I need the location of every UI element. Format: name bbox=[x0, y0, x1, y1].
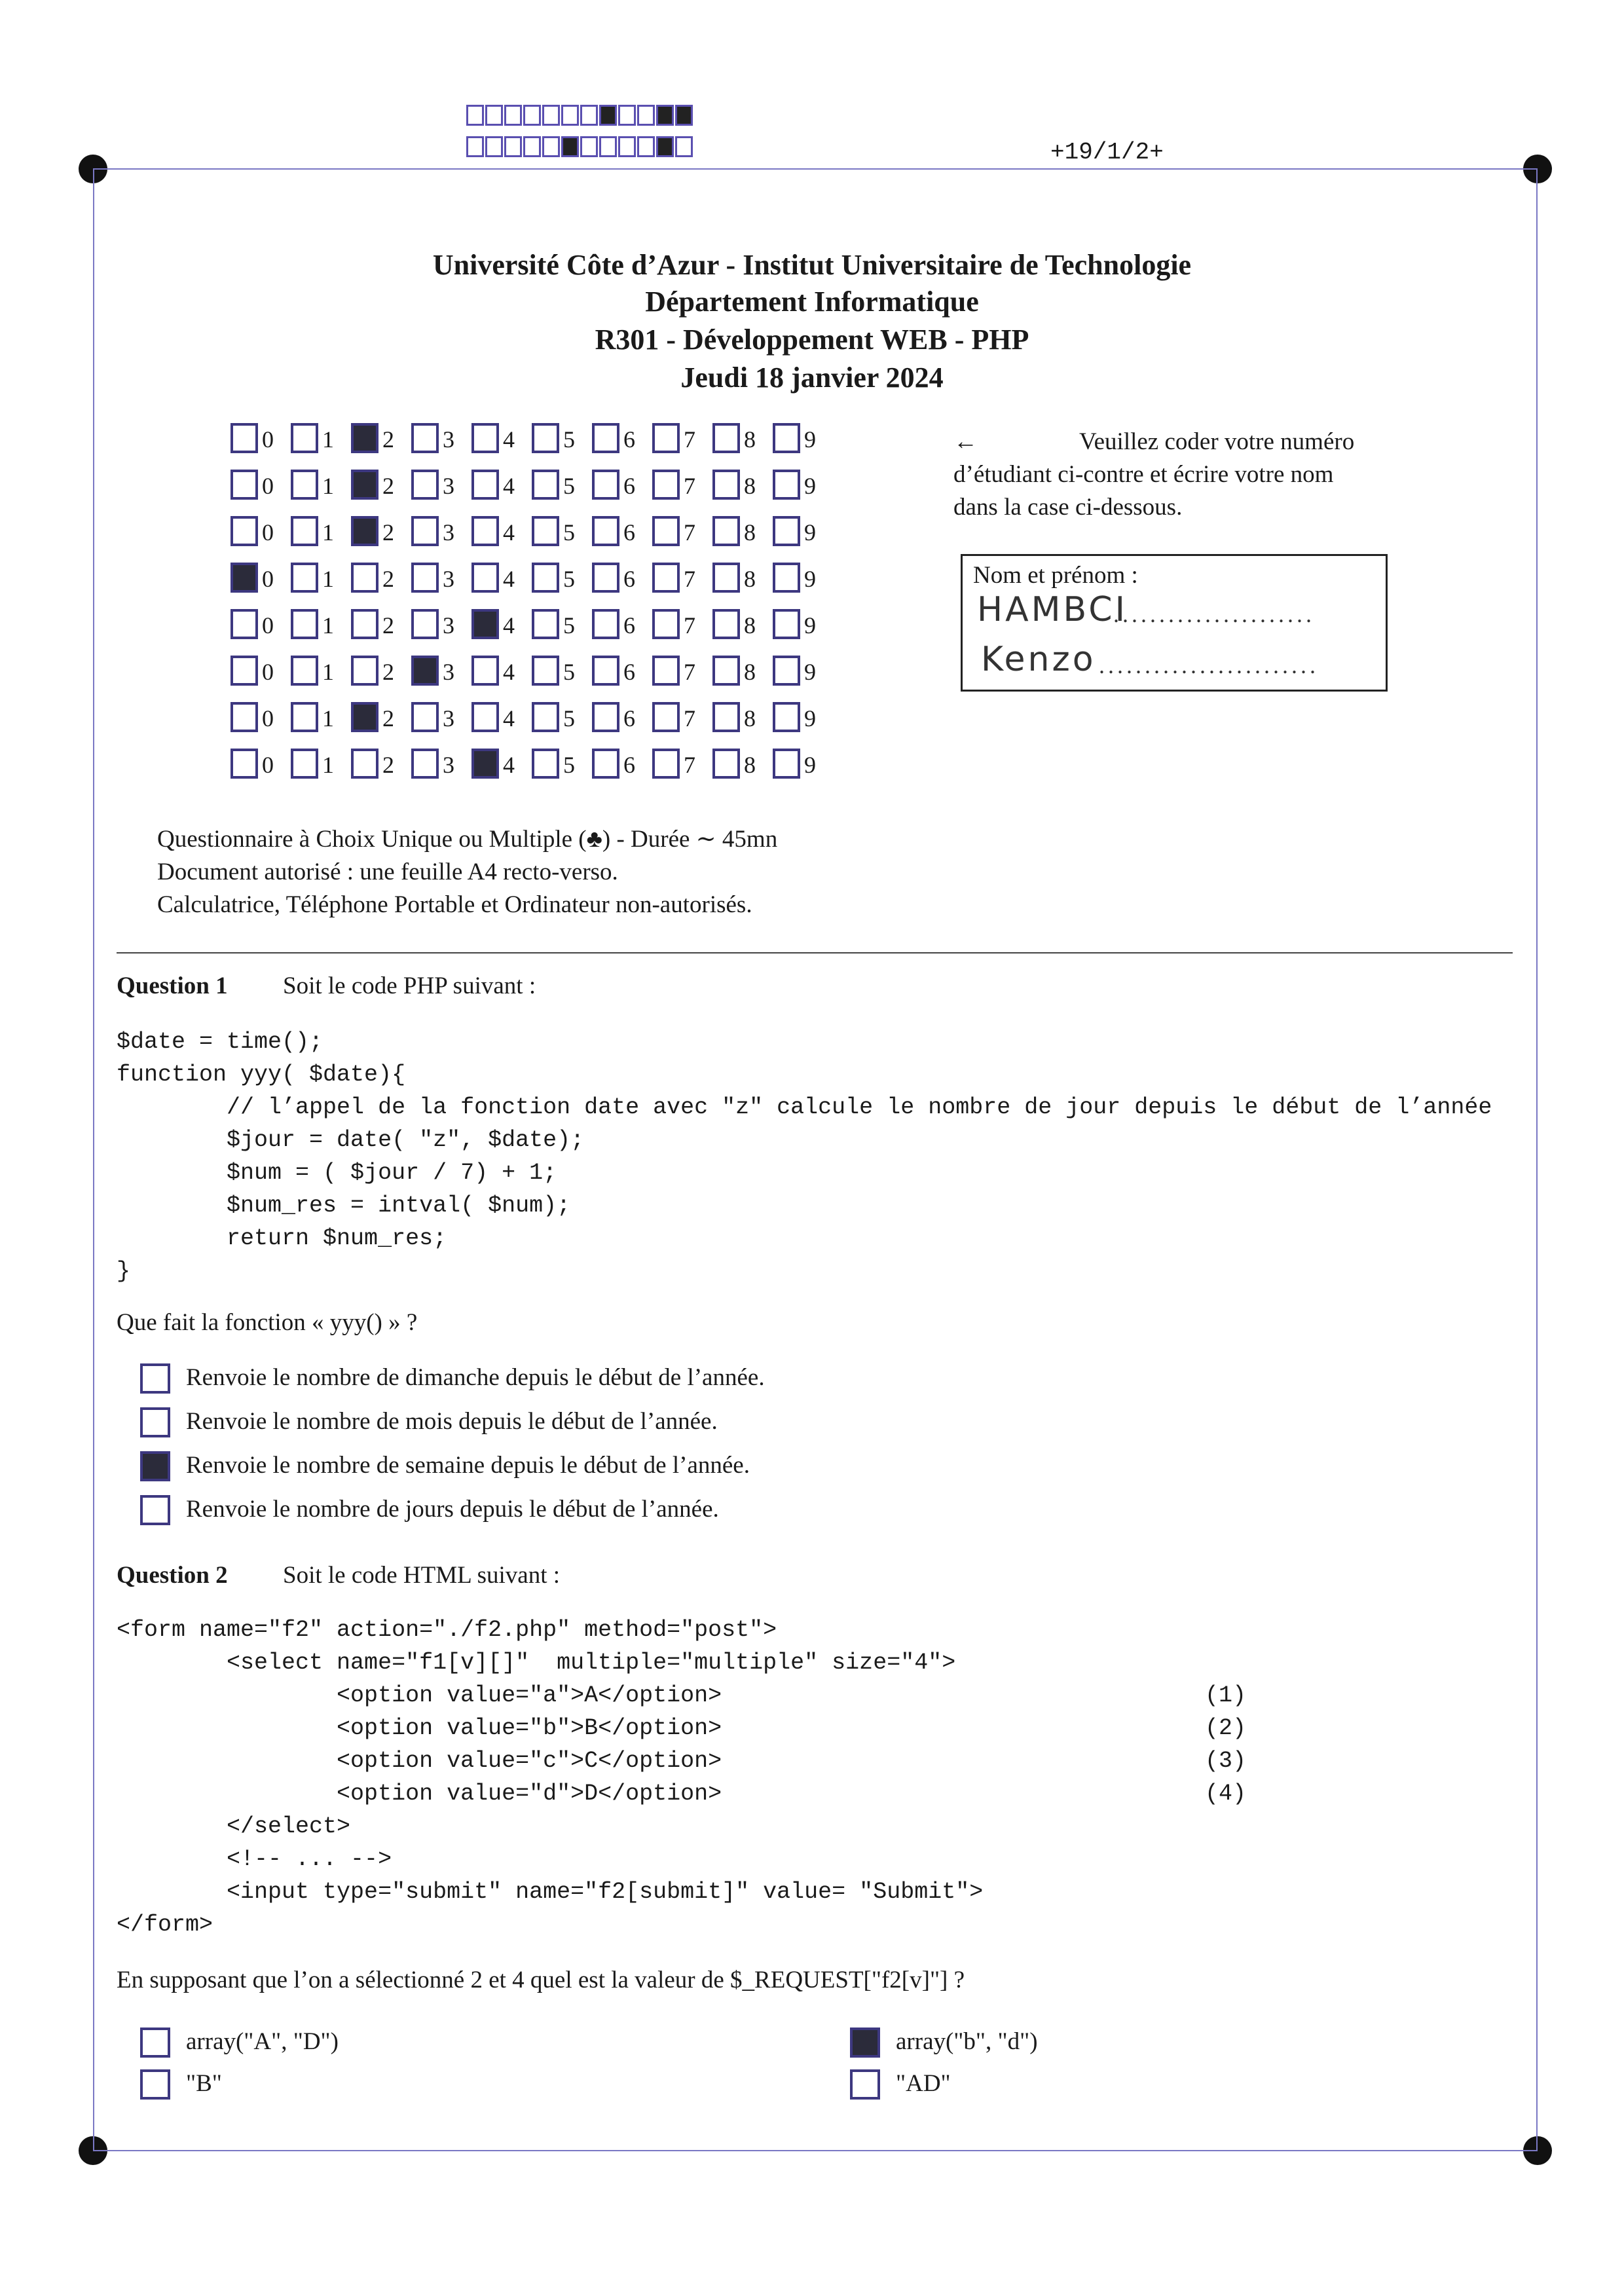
digit-label: 8 bbox=[744, 705, 756, 731]
digit-checkbox[interactable] bbox=[291, 516, 318, 546]
digit-label: 8 bbox=[744, 566, 756, 592]
digit-label: 3 bbox=[443, 752, 454, 778]
barcode-cell bbox=[656, 136, 674, 157]
digit-label: 1 bbox=[322, 519, 334, 546]
code-line: <input type="submit" name="f2[submit]" value= "Submit"> bbox=[117, 1879, 984, 1905]
digit-label: 3 bbox=[443, 426, 454, 453]
barcode-cell bbox=[656, 105, 674, 126]
digit-label: 8 bbox=[744, 519, 756, 546]
digit-label: 8 bbox=[744, 612, 756, 639]
digit-label: 7 bbox=[684, 659, 695, 685]
digit-checkbox[interactable] bbox=[351, 470, 378, 500]
digit-checkbox[interactable] bbox=[291, 563, 318, 593]
digit-checkbox[interactable] bbox=[471, 749, 499, 779]
answer-text: Renvoie le nombre de jours depuis le début de l’année. bbox=[186, 1496, 719, 1523]
answer-checkbox[interactable] bbox=[140, 1363, 170, 1394]
digit-checkbox[interactable] bbox=[291, 656, 318, 686]
instruction-line-1: Veuillez coder votre numéro bbox=[1079, 428, 1355, 455]
frame-right-line bbox=[1536, 168, 1538, 2151]
digit-checkbox[interactable] bbox=[592, 702, 619, 732]
digit-checkbox[interactable] bbox=[231, 656, 258, 686]
digit-checkbox[interactable] bbox=[652, 702, 680, 732]
digit-checkbox[interactable] bbox=[773, 656, 800, 686]
digit-label: 7 bbox=[684, 705, 695, 731]
digit-label: 0 bbox=[262, 519, 274, 546]
digit-label: 3 bbox=[443, 659, 454, 685]
barcode-cell bbox=[466, 136, 484, 157]
digit-checkbox[interactable] bbox=[532, 702, 559, 732]
digit-checkbox[interactable] bbox=[712, 656, 740, 686]
digit-label: 1 bbox=[322, 426, 334, 453]
digit-label: 6 bbox=[623, 705, 635, 731]
digit-label: 9 bbox=[804, 612, 816, 639]
digit-label: 5 bbox=[563, 519, 575, 546]
digit-label: 1 bbox=[322, 659, 334, 685]
digit-checkbox[interactable] bbox=[471, 423, 499, 453]
barcode-cell bbox=[485, 136, 503, 157]
digit-checkbox[interactable] bbox=[291, 749, 318, 779]
option-marker: (4) bbox=[1205, 1781, 1247, 1807]
digit-label: 0 bbox=[262, 705, 274, 731]
digit-label: 9 bbox=[804, 752, 816, 778]
barcode-cell bbox=[561, 105, 579, 126]
university-title: Université Côte d’Azur - Institut Universitaire de Technologie bbox=[432, 249, 1192, 281]
code-line: return $num_res; bbox=[117, 1225, 447, 1251]
digit-label: 4 bbox=[503, 612, 515, 639]
digit-label: 6 bbox=[623, 473, 635, 499]
digit-checkbox[interactable] bbox=[471, 516, 499, 546]
digit-checkbox[interactable] bbox=[773, 609, 800, 639]
answer-checkbox[interactable] bbox=[850, 2028, 880, 2058]
digit-label: 7 bbox=[684, 473, 695, 499]
name-box-label: Nom et prénom : bbox=[973, 562, 1138, 589]
exam-date: Jeudi 18 janvier 2024 bbox=[680, 361, 944, 394]
digit-checkbox[interactable] bbox=[231, 749, 258, 779]
digit-checkbox[interactable] bbox=[532, 516, 559, 546]
digit-checkbox[interactable] bbox=[652, 609, 680, 639]
digit-label: 1 bbox=[322, 473, 334, 499]
digit-checkbox[interactable] bbox=[712, 749, 740, 779]
section-divider bbox=[117, 952, 1513, 954]
digit-label: 8 bbox=[744, 752, 756, 778]
barcode-cell bbox=[599, 136, 617, 157]
digit-label: 7 bbox=[684, 519, 695, 546]
digit-label: 9 bbox=[804, 426, 816, 453]
digit-checkbox[interactable] bbox=[411, 516, 439, 546]
digit-checkbox[interactable] bbox=[411, 609, 439, 639]
barcode-cell bbox=[542, 105, 560, 126]
digit-label: 5 bbox=[563, 752, 575, 778]
digit-checkbox[interactable] bbox=[652, 516, 680, 546]
digit-label: 7 bbox=[684, 426, 695, 453]
barcode-row-2 bbox=[466, 136, 694, 157]
code-line: // l’appel de la fonction date avec "z" calcule le nombre de jour depuis le début de l’année bbox=[117, 1094, 1492, 1120]
name-dots-line-1: ...................... bbox=[1113, 601, 1315, 627]
code-line: $jour = date( "z", $date); bbox=[117, 1127, 585, 1153]
digit-label: 6 bbox=[623, 566, 635, 592]
option-marker: (1) bbox=[1205, 1682, 1247, 1709]
code-line: <option value="a">A</option> bbox=[117, 1682, 722, 1709]
barcode-cell bbox=[618, 136, 636, 157]
barcode-cell bbox=[580, 136, 598, 157]
answer-checkbox[interactable] bbox=[140, 1495, 170, 1525]
digit-label: 6 bbox=[623, 752, 635, 778]
code-line: $num = ( $jour / 7) + 1; bbox=[117, 1160, 557, 1186]
barcode-cell bbox=[523, 105, 541, 126]
digit-checkbox[interactable] bbox=[351, 656, 378, 686]
digit-label: 2 bbox=[382, 752, 394, 778]
digit-checkbox[interactable] bbox=[471, 563, 499, 593]
digit-checkbox[interactable] bbox=[411, 470, 439, 500]
digit-label: 2 bbox=[382, 705, 394, 731]
answer-text: Renvoie le nombre de dimanche depuis le début de l’année. bbox=[186, 1364, 765, 1391]
digit-checkbox[interactable] bbox=[773, 470, 800, 500]
answer-checkbox[interactable] bbox=[850, 2069, 880, 2100]
code-line: </select> bbox=[117, 1813, 351, 1840]
digit-checkbox[interactable] bbox=[532, 563, 559, 593]
answer-text: "AD" bbox=[896, 2070, 951, 2097]
digit-checkbox[interactable] bbox=[712, 609, 740, 639]
digit-checkbox[interactable] bbox=[652, 749, 680, 779]
answer-checkbox[interactable] bbox=[140, 1407, 170, 1437]
digit-checkbox[interactable] bbox=[592, 656, 619, 686]
digit-checkbox[interactable] bbox=[532, 749, 559, 779]
question-1-prompt: Que fait la fonction « yyy() » ? bbox=[117, 1309, 418, 1336]
digit-label: 0 bbox=[262, 659, 274, 685]
digit-label: 7 bbox=[684, 752, 695, 778]
digit-label: 3 bbox=[443, 473, 454, 499]
option-marker: (3) bbox=[1205, 1748, 1247, 1774]
digit-label: 3 bbox=[443, 705, 454, 731]
digit-checkbox[interactable] bbox=[411, 749, 439, 779]
digit-label: 1 bbox=[322, 752, 334, 778]
answer-text: Renvoie le nombre de semaine depuis le début de l’année. bbox=[186, 1452, 750, 1479]
digit-checkbox[interactable] bbox=[652, 423, 680, 453]
code-line: <form name="f2" action="./f2.php" method="post"> bbox=[117, 1617, 777, 1643]
digit-label: 1 bbox=[322, 705, 334, 731]
digit-checkbox[interactable] bbox=[411, 563, 439, 593]
digit-checkbox[interactable] bbox=[712, 702, 740, 732]
digit-checkbox[interactable] bbox=[291, 609, 318, 639]
code-line: </form> bbox=[117, 1912, 213, 1938]
barcode-cell bbox=[637, 105, 655, 126]
handwritten-last-name: HAMBCI bbox=[977, 590, 1128, 629]
barcode-cell bbox=[675, 136, 693, 157]
question-1-label: Question 1 bbox=[117, 972, 228, 999]
barcode-cell bbox=[561, 136, 579, 157]
digit-label: 2 bbox=[382, 519, 394, 546]
instruction-line-3: dans la case ci-dessous. bbox=[953, 494, 1183, 521]
digit-label: 4 bbox=[503, 426, 515, 453]
digit-checkbox[interactable] bbox=[773, 563, 800, 593]
digit-label: 2 bbox=[382, 612, 394, 639]
instruction-line-2: d’étudiant ci-contre et écrire votre nom bbox=[953, 461, 1334, 488]
code-line: <option value="c">C</option> bbox=[117, 1748, 722, 1774]
code-line: } bbox=[117, 1258, 131, 1284]
barcode-cell bbox=[504, 136, 522, 157]
digit-checkbox[interactable] bbox=[532, 609, 559, 639]
question-1-intro: Soit le code PHP suivant : bbox=[283, 972, 536, 999]
digit-checkbox[interactable] bbox=[592, 516, 619, 546]
digit-checkbox[interactable] bbox=[471, 609, 499, 639]
digit-checkbox[interactable] bbox=[652, 470, 680, 500]
option-marker: (2) bbox=[1205, 1715, 1247, 1741]
digit-checkbox[interactable] bbox=[411, 423, 439, 453]
digit-label: 6 bbox=[623, 426, 635, 453]
frame-left-line bbox=[93, 168, 94, 2151]
digit-checkbox[interactable] bbox=[291, 470, 318, 500]
handwritten-first-name: Kenzo bbox=[981, 640, 1096, 679]
digit-label: 2 bbox=[382, 566, 394, 592]
digit-checkbox[interactable] bbox=[351, 749, 378, 779]
digit-label: 7 bbox=[684, 612, 695, 639]
digit-checkbox[interactable] bbox=[231, 563, 258, 593]
digit-checkbox[interactable] bbox=[532, 470, 559, 500]
barcode-cell bbox=[675, 105, 693, 126]
answer-checkbox[interactable] bbox=[140, 2069, 170, 2100]
digit-checkbox[interactable] bbox=[411, 656, 439, 686]
digit-label: 4 bbox=[503, 659, 515, 685]
digit-label: 9 bbox=[804, 473, 816, 499]
answer-checkbox[interactable] bbox=[140, 2028, 170, 2058]
barcode-cell bbox=[637, 136, 655, 157]
digit-checkbox[interactable] bbox=[231, 516, 258, 546]
digit-checkbox[interactable] bbox=[291, 702, 318, 732]
digit-checkbox[interactable] bbox=[712, 423, 740, 453]
barcode-cell bbox=[599, 105, 617, 126]
digit-label: 9 bbox=[804, 519, 816, 546]
digit-checkbox[interactable] bbox=[592, 563, 619, 593]
digit-label: 9 bbox=[804, 566, 816, 592]
code-line: <select name="f1[v][]" multiple="multiple" size="4"> bbox=[117, 1650, 956, 1676]
digit-checkbox[interactable] bbox=[351, 563, 378, 593]
digit-checkbox[interactable] bbox=[351, 702, 378, 732]
digit-label: 8 bbox=[744, 659, 756, 685]
digit-checkbox[interactable] bbox=[773, 702, 800, 732]
digit-checkbox[interactable] bbox=[291, 423, 318, 453]
digit-checkbox[interactable] bbox=[471, 702, 499, 732]
question-2-prompt: En supposant que l’on a sélectionné 2 et 4 quel est la valeur de $_REQUEST["f2[v]"] ? bbox=[117, 1967, 965, 1993]
digit-label: 9 bbox=[804, 659, 816, 685]
barcode-cell bbox=[523, 136, 541, 157]
code-line: $num_res = intval( $num); bbox=[117, 1193, 571, 1219]
digit-checkbox[interactable] bbox=[773, 423, 800, 453]
barcode-cell bbox=[580, 105, 598, 126]
digit-checkbox[interactable] bbox=[351, 423, 378, 453]
course-title: R301 - Développement WEB - PHP bbox=[595, 324, 1029, 356]
code-line: <!-- ... --> bbox=[117, 1846, 392, 1872]
digit-checkbox[interactable] bbox=[471, 656, 499, 686]
digit-label: 4 bbox=[503, 752, 515, 778]
digit-label: 5 bbox=[563, 473, 575, 499]
barcode-cell bbox=[485, 105, 503, 126]
digit-label: 6 bbox=[623, 659, 635, 685]
digit-checkbox[interactable] bbox=[231, 702, 258, 732]
name-dots-line-2: ........................ bbox=[1099, 652, 1319, 678]
digit-checkbox[interactable] bbox=[773, 749, 800, 779]
digit-label: 0 bbox=[262, 752, 274, 778]
digit-label: 0 bbox=[262, 426, 274, 453]
exam-info-line-3: Calculatrice, Téléphone Portable et Ordinateur non-autorisés. bbox=[157, 891, 752, 918]
digit-checkbox[interactable] bbox=[231, 470, 258, 500]
digit-label: 6 bbox=[623, 519, 635, 546]
digit-checkbox[interactable] bbox=[773, 516, 800, 546]
digit-checkbox[interactable] bbox=[471, 470, 499, 500]
name-box[interactable] bbox=[961, 554, 1388, 692]
digit-label: 8 bbox=[744, 426, 756, 453]
digit-label: 2 bbox=[382, 426, 394, 453]
digit-label: 5 bbox=[563, 705, 575, 731]
page-id: +19/1/2+ bbox=[1050, 139, 1164, 166]
digit-label: 9 bbox=[804, 705, 816, 731]
digit-checkbox[interactable] bbox=[592, 609, 619, 639]
digit-checkbox[interactable] bbox=[712, 470, 740, 500]
digit-label: 0 bbox=[262, 612, 274, 639]
barcode-row-1 bbox=[466, 105, 694, 126]
digit-checkbox[interactable] bbox=[592, 470, 619, 500]
digit-checkbox[interactable] bbox=[411, 702, 439, 732]
code-line: <option value="b">B</option> bbox=[117, 1715, 722, 1741]
digit-label: 8 bbox=[744, 473, 756, 499]
digit-label: 5 bbox=[563, 659, 575, 685]
digit-checkbox[interactable] bbox=[532, 423, 559, 453]
digit-label: 2 bbox=[382, 473, 394, 499]
digit-label: 0 bbox=[262, 473, 274, 499]
digit-label: 4 bbox=[503, 566, 515, 592]
frame-top-line bbox=[93, 168, 1538, 170]
digit-checkbox[interactable] bbox=[592, 423, 619, 453]
question-2-code bbox=[117, 1614, 983, 1941]
code-line: $date = time(); bbox=[117, 1029, 323, 1055]
department-title: Département Informatique bbox=[645, 286, 979, 318]
barcode-cell bbox=[542, 136, 560, 157]
question-2-label: Question 2 bbox=[117, 1562, 228, 1589]
question-1-code bbox=[117, 1026, 1492, 1287]
barcode-cell bbox=[618, 105, 636, 126]
digit-label: 3 bbox=[443, 519, 454, 546]
digit-checkbox[interactable] bbox=[532, 656, 559, 686]
digit-checkbox[interactable] bbox=[652, 656, 680, 686]
question-2-intro: Soit le code HTML suivant : bbox=[283, 1562, 561, 1589]
digit-label: 5 bbox=[563, 426, 575, 453]
digit-label: 1 bbox=[322, 566, 334, 592]
digit-checkbox[interactable] bbox=[712, 563, 740, 593]
digit-label: 4 bbox=[503, 473, 515, 499]
barcode-cell bbox=[504, 105, 522, 126]
digit-checkbox[interactable] bbox=[592, 749, 619, 779]
digit-label: 7 bbox=[684, 566, 695, 592]
digit-label: 3 bbox=[443, 612, 454, 639]
code-line: <option value="d">D</option> bbox=[117, 1781, 722, 1807]
digit-label: 5 bbox=[563, 566, 575, 592]
digit-checkbox[interactable] bbox=[231, 609, 258, 639]
digit-checkbox[interactable] bbox=[652, 563, 680, 593]
digit-label: 5 bbox=[563, 612, 575, 639]
instruction-arrow: ← bbox=[953, 428, 978, 455]
digit-label: 1 bbox=[322, 612, 334, 639]
answer-text: array("A", "D") bbox=[186, 2028, 339, 2055]
answer-text: array("b", "d") bbox=[896, 2028, 1038, 2055]
exam-info-line-2: Document autorisé : une feuille A4 recto-verso. bbox=[157, 859, 618, 885]
answer-text: "B" bbox=[186, 2070, 222, 2097]
exam-info-line-1: Questionnaire à Choix Unique ou Multiple (♣) - Durée ∼ 45mn bbox=[157, 826, 778, 853]
answer-text: Renvoie le nombre de mois depuis le début de l’année. bbox=[186, 1408, 718, 1435]
digit-label: 4 bbox=[503, 705, 515, 731]
digit-label: 4 bbox=[503, 519, 515, 546]
digit-label: 3 bbox=[443, 566, 454, 592]
digit-label: 6 bbox=[623, 612, 635, 639]
answer-checkbox[interactable] bbox=[140, 1451, 170, 1481]
digit-label: 0 bbox=[262, 566, 274, 592]
digit-checkbox[interactable] bbox=[231, 423, 258, 453]
digit-label: 2 bbox=[382, 659, 394, 685]
digit-checkbox[interactable] bbox=[351, 516, 378, 546]
frame-bottom-line bbox=[93, 2150, 1538, 2151]
barcode-cell bbox=[466, 105, 484, 126]
digit-checkbox[interactable] bbox=[351, 609, 378, 639]
code-line: function yyy( $date){ bbox=[117, 1062, 406, 1088]
digit-checkbox[interactable] bbox=[712, 516, 740, 546]
